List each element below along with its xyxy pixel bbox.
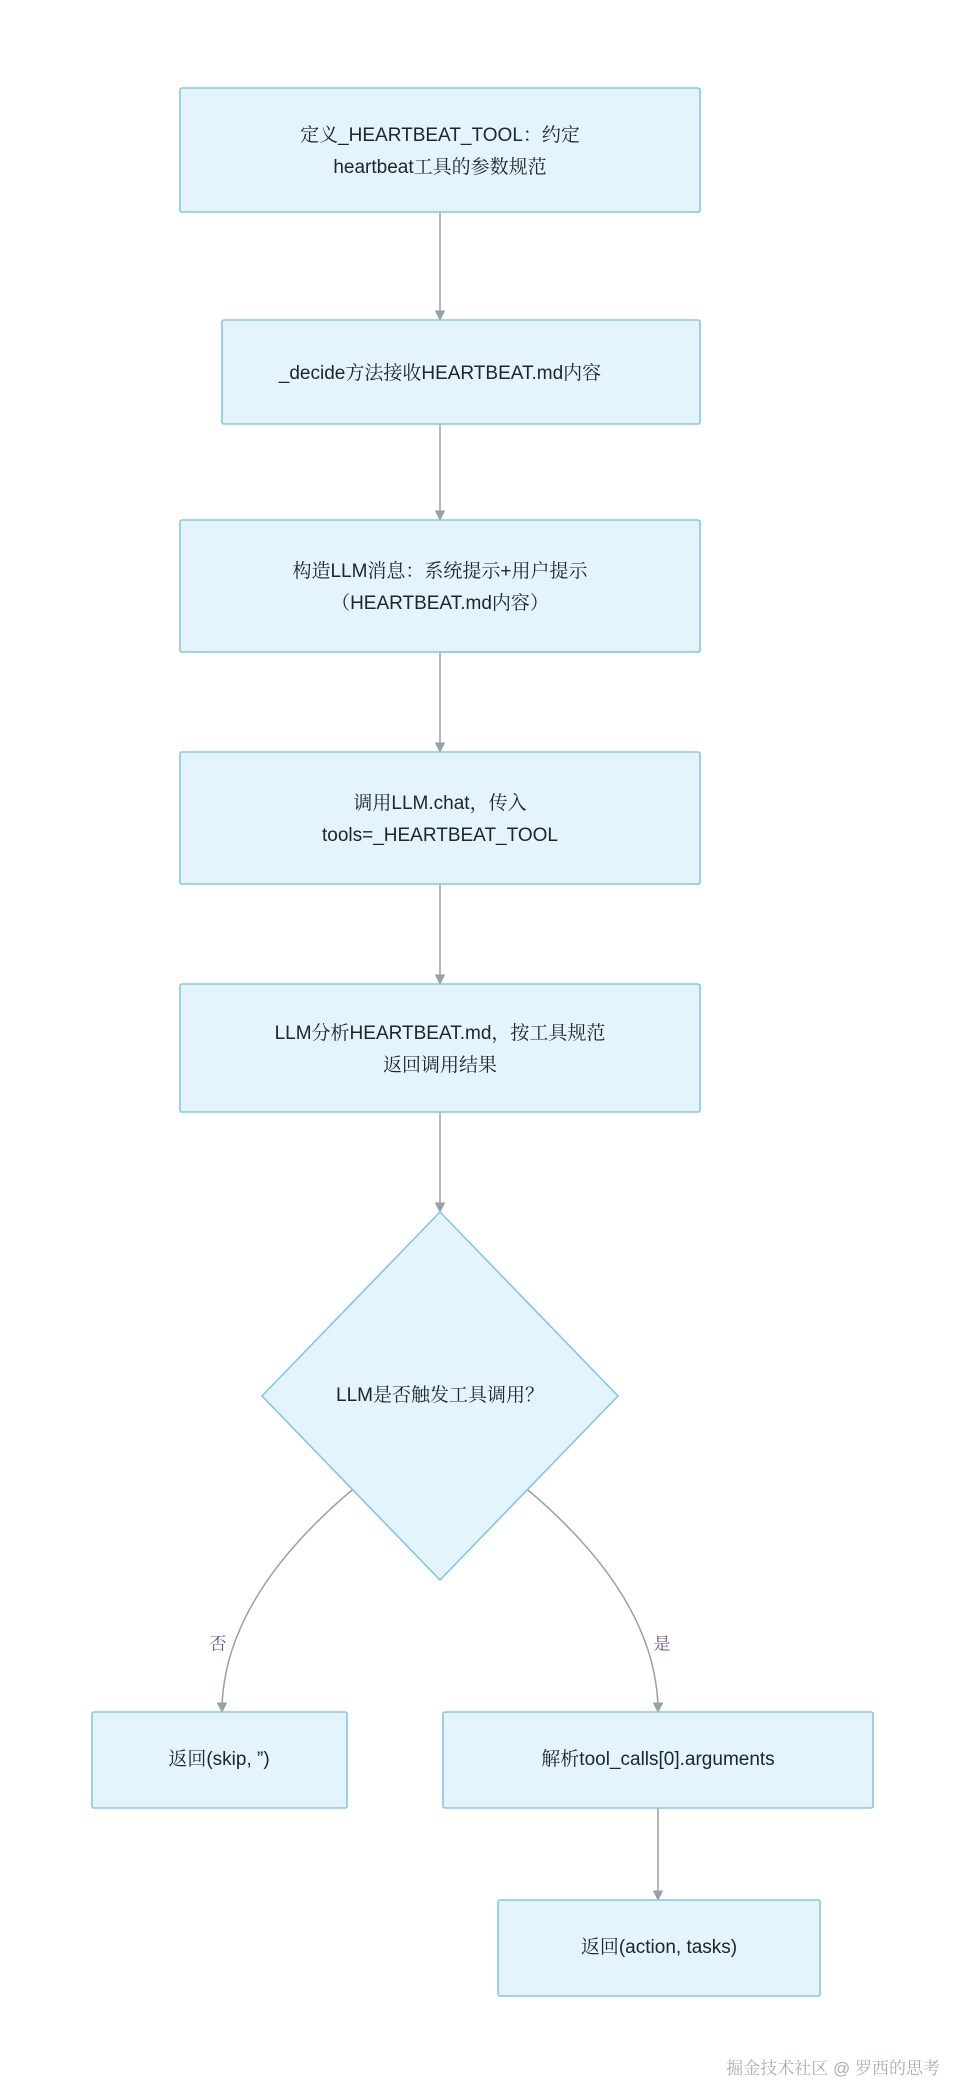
node-build-llm-messages[interactable] [180, 520, 700, 652]
edge-n6-n7 [210, 1490, 353, 1712]
watermark: 掘金技术社区 @ 罗西的思考 [726, 2059, 940, 2078]
node-label-line: _decide方法接收HEARTBEAT.md内容 [278, 363, 602, 385]
node-label-line: 构造LLM消息：系统提示+用户提示 [292, 561, 588, 583]
node-label-line: 解析tool_calls[0].arguments [541, 1749, 775, 1771]
node-call-llm-chat[interactable] [180, 752, 700, 884]
node-return-action-tasks[interactable] [498, 1900, 820, 1996]
node-label-line: 调用LLM.chat，传入 [353, 793, 527, 815]
node-label-line: tools=_HEARTBEAT_TOOL [321, 825, 559, 847]
node-label-line: （HEARTBEAT.md内容） [331, 593, 549, 615]
node-decide-receives-heartbeat-md[interactable] [222, 320, 700, 424]
node-label-line: heartbeat工具的参数规范 [333, 157, 547, 179]
node-llm-analyze-heartbeat-md[interactable] [180, 984, 700, 1112]
node-label-line: LLM是否触发工具调用？ [336, 1385, 544, 1407]
node-label-line: 返回(action, tasks) [580, 1937, 738, 1959]
node-parse-tool-call-arguments[interactable] [443, 1712, 873, 1808]
node-label-line: 返回调用结果 [382, 1055, 498, 1077]
node-label-line: LLM分析HEARTBEAT.md，按工具规范 [274, 1023, 606, 1045]
edge-n6-n8 [528, 1490, 671, 1712]
node-return-skip[interactable] [92, 1712, 347, 1808]
edge-label-yes: 是 [653, 1634, 671, 1654]
edge-n3-n4 [440, 652, 640, 752]
node-define-heartbeat-tool[interactable] [180, 88, 700, 212]
node-label-line: 定义_HEARTBEAT_TOOL：约定 [300, 125, 580, 147]
edge-label-no: 否 [209, 1634, 227, 1654]
node-label-line: 返回(skip, ”) [168, 1749, 270, 1771]
node-decision-tool-call-triggered[interactable] [262, 1212, 618, 1580]
